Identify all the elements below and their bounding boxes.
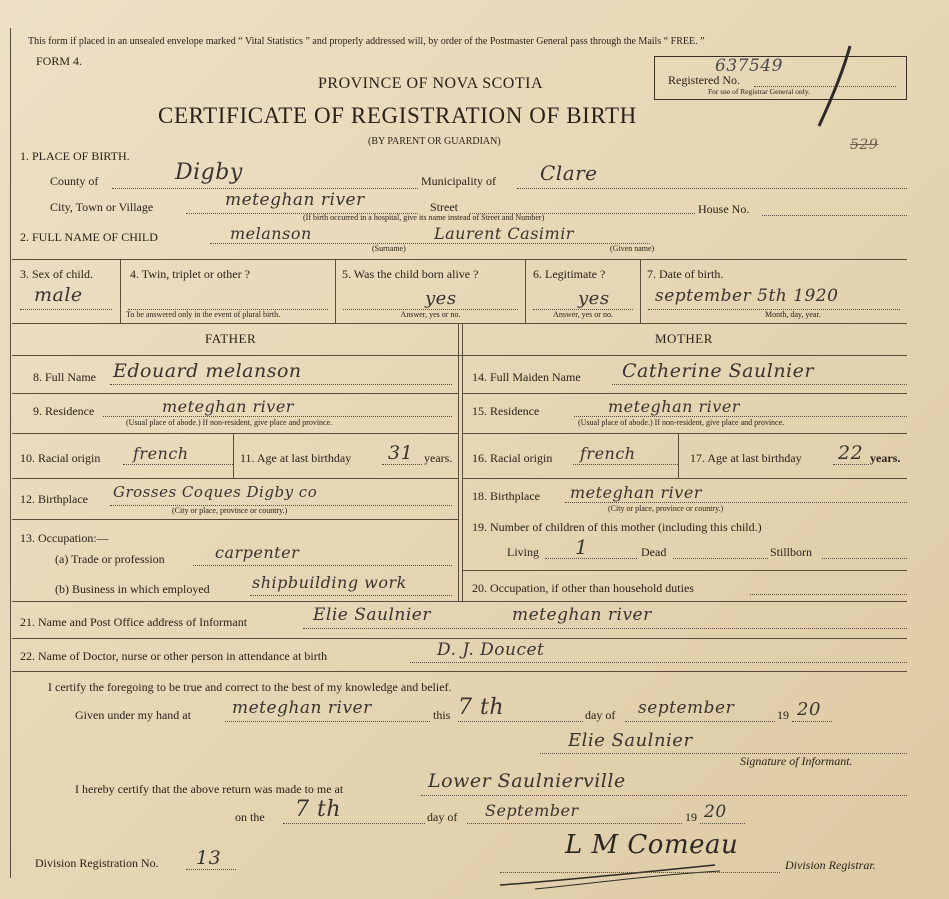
sex-line	[20, 309, 112, 310]
father-business-line	[250, 595, 452, 596]
form-number: FORM 4.	[36, 54, 83, 68]
father-residence-note: (Usual place of abode.) If non-resident, give place and province.	[126, 418, 333, 427]
col-divider	[335, 259, 336, 323]
dead-label: Dead	[641, 545, 667, 559]
legit-label: 6. Legitimate ?	[533, 267, 606, 281]
reg-month-value: September	[485, 801, 579, 820]
registrar-signature-label: Division Registrar.	[785, 858, 876, 872]
registrar-signature-line	[500, 872, 780, 873]
stillborn-line	[822, 558, 907, 559]
parents-divider	[462, 323, 463, 601]
father-residence-value: meteghan river	[162, 397, 294, 416]
page-subtitle: (BY PARENT OR GUARDIAN)	[368, 136, 501, 147]
mother-age-line	[833, 464, 869, 465]
legit-value: yes	[578, 288, 610, 309]
place-section-label: 1. PLACE OF BIRTH.	[20, 149, 130, 163]
twin-note: To be answered only in the event of plural birth.	[126, 310, 281, 319]
row-divider	[12, 671, 907, 672]
mother-racial-value: french	[580, 444, 636, 463]
father-residence-line	[103, 416, 452, 417]
col-divider	[525, 259, 526, 323]
child-surname: melanson	[230, 224, 312, 243]
father-trade-label: (a) Trade or profession	[55, 552, 165, 566]
father-birthplace-label: 12. Birthplace	[20, 492, 88, 506]
mother-heading: MOTHER	[655, 331, 713, 346]
doctor-line	[410, 662, 907, 663]
row-divider	[12, 638, 907, 639]
mother-residence-line	[574, 416, 907, 417]
father-occupation-label: 13. Occupation:—	[20, 531, 109, 545]
day-line	[458, 721, 583, 722]
informant-name: Elie Saulnier	[313, 605, 431, 625]
county-label: County of	[50, 174, 99, 188]
mail-notice: This form if placed in an unsealed envelope marked “ Vital Statistics ” and properly addressed will, by order of the Postmaster General pass through the Mails “ FREE. ”	[28, 36, 705, 47]
reg-day-value: 7 th	[295, 797, 341, 822]
division-label: Division Registration No.	[35, 856, 159, 870]
county-line	[112, 188, 418, 189]
father-birthplace-note: (City or place, province or country.)	[172, 506, 288, 515]
living-label: Living	[507, 545, 539, 559]
city-label: City, Town or Village	[50, 200, 154, 214]
house-line	[762, 215, 907, 216]
father-residence-label: 9. Residence	[33, 404, 95, 418]
registered-label: Registered No.	[668, 73, 740, 87]
municipality-label: Municipality of	[421, 174, 496, 188]
father-name-value: Edouard melanson	[113, 360, 302, 382]
reg-year-value: 20	[704, 802, 727, 822]
mother-children-label: 19. Number of children of this mother (including this child.)	[472, 520, 762, 534]
father-birthplace-value: Grosses Coques Digby co	[113, 483, 318, 501]
mother-residence-value: meteghan river	[608, 397, 740, 416]
father-trade-value: carpenter	[215, 543, 300, 562]
row-divider	[12, 259, 907, 260]
left-margin-line	[10, 28, 11, 878]
division-value: 13	[196, 847, 222, 869]
municipality-value: Clare	[540, 161, 598, 185]
informant-signature-label: Signature of Informant.	[740, 754, 853, 768]
twin-label: 4. Twin, triplet or other ?	[130, 267, 250, 281]
reg-day-line	[283, 823, 425, 824]
certify-statement: I certify the foregoing to be true and correct to the best of my knowledge and belief.	[48, 680, 452, 694]
hospital-note: (If birth occurred in a hospital, give its name instead of Street and Number)	[303, 213, 545, 222]
informant-address: meteghan river	[512, 605, 652, 625]
day-value: 7 th	[458, 695, 504, 720]
surname-caption: (Surname)	[372, 244, 406, 253]
father-age-line	[382, 464, 422, 465]
row-divider	[462, 393, 907, 394]
mother-residence-label: 15. Residence	[472, 404, 540, 418]
mother-maiden-label: 14. Full Maiden Name	[472, 370, 581, 384]
mother-age-label: 17. Age at last birthday	[690, 451, 802, 465]
registrar-place-value: Lower Saulnierville	[428, 770, 626, 792]
mother-years-label: years.	[870, 451, 901, 465]
dob-caption: Month, day, year.	[765, 310, 821, 319]
row-divider	[462, 570, 907, 571]
mother-birthplace-note: (City or place, province or country.)	[608, 504, 724, 513]
row-divider	[12, 478, 458, 479]
registrar-signature: L M Comeau	[565, 830, 739, 860]
reg-year-line	[700, 823, 745, 824]
informant-label: 21. Name and Post Office address of Informant	[20, 615, 248, 629]
year-line	[792, 721, 832, 722]
mother-occupation-line	[750, 594, 907, 595]
informant-line	[303, 628, 907, 629]
father-business-value: shipbuilding work	[252, 573, 407, 592]
row-divider	[12, 519, 458, 520]
mother-racial-line	[573, 464, 678, 465]
doctor-label: 22. Name of Doctor, nurse or other person in attendance at birth	[20, 649, 328, 663]
mother-age-value: 22	[838, 442, 864, 464]
corner-number: 529	[850, 137, 879, 153]
check-mark	[805, 42, 855, 132]
parents-divider	[458, 323, 459, 601]
father-racial-label: 10. Racial origin	[20, 451, 101, 465]
alive-label: 5. Was the child born alive ?	[342, 267, 479, 281]
row-divider	[12, 393, 458, 394]
sex-label: 3. Sex of child.	[20, 267, 93, 281]
father-racial-value: french	[133, 444, 189, 463]
mother-birthplace-line	[565, 502, 907, 503]
father-business-label: (b) Business in which employed	[55, 582, 210, 596]
legit-caption: Answer, yes or no.	[553, 310, 613, 319]
on-the-label: on the	[235, 810, 265, 824]
father-trade-line	[193, 565, 452, 566]
mother-maiden-value: Catherine Saulnier	[622, 360, 814, 382]
given-place-line	[225, 721, 430, 722]
child-name-line	[210, 243, 650, 244]
col-divider	[640, 259, 641, 323]
father-racial-line	[123, 464, 233, 465]
mother-maiden-line	[612, 384, 907, 385]
reg-month-line	[467, 823, 682, 824]
living-value: 1	[575, 535, 589, 559]
given-under-hand-label: Given under my hand at	[75, 708, 191, 722]
row-divider	[462, 433, 907, 434]
year-prefix: 19	[777, 708, 789, 722]
mother-birthplace-label: 18. Birthplace	[472, 489, 540, 503]
dob-label: 7. Date of birth.	[647, 267, 724, 281]
county-value: Digby	[175, 160, 243, 185]
registrar-statement: I hereby certify that the above return was made to me at	[75, 782, 344, 796]
col-divider	[233, 433, 234, 478]
street-label: Street	[430, 200, 458, 214]
year-value: 20	[797, 699, 821, 720]
row-divider	[12, 601, 907, 602]
alive-caption: Answer, yes or no.	[400, 310, 461, 319]
sex-value: male	[34, 284, 83, 306]
dead-line	[673, 558, 768, 559]
city-value: meteghan river	[225, 190, 365, 210]
father-age-label: 11. Age at last birthday	[240, 451, 352, 465]
reg-year-prefix: 19	[685, 810, 697, 824]
father-name-label: 8. Full Name	[33, 370, 96, 384]
row-divider	[462, 478, 907, 479]
row-divider	[12, 323, 907, 324]
reg-day-of-label: day of	[427, 810, 458, 824]
mother-birthplace-value: meteghan river	[570, 483, 702, 502]
father-heading: FATHER	[205, 331, 257, 346]
father-name-line	[110, 384, 452, 385]
house-label: House No.	[698, 202, 750, 216]
dob-value: september 5th 1920	[655, 286, 839, 306]
stillborn-label: Stillborn	[770, 545, 813, 559]
informant-signature: Elie Saulnier	[568, 730, 693, 751]
municipality-line	[517, 188, 907, 189]
registrar-use-note: For use of Registrar General only.	[708, 87, 810, 96]
month-line	[625, 721, 775, 722]
mother-occupation-label: 20. Occupation, if other than household duties	[472, 581, 694, 595]
row-divider	[12, 355, 907, 356]
day-of-label: day of	[585, 708, 616, 722]
page-title: CERTIFICATE OF REGISTRATION OF BIRTH	[158, 103, 637, 128]
registered-number: 637549	[715, 56, 783, 76]
living-line	[545, 558, 637, 559]
col-divider	[678, 433, 679, 478]
doctor-value: D. J. Doucet	[437, 640, 545, 660]
father-years-label: years.	[424, 451, 453, 465]
row-divider	[12, 433, 458, 434]
mother-residence-note: (Usual place of abode.) If non-resident, give place and province.	[578, 418, 785, 427]
mother-racial-label: 16. Racial origin	[472, 451, 553, 465]
col-divider	[120, 259, 121, 323]
registrar-place-line	[421, 795, 907, 796]
division-line	[186, 869, 236, 870]
child-given-names: Laurent Casimir	[434, 224, 574, 243]
alive-value: yes	[425, 288, 457, 309]
given-place-value: meteghan river	[232, 698, 372, 718]
signature-flourish	[495, 845, 735, 895]
this-label: this	[433, 708, 451, 722]
month-value: september	[638, 698, 735, 718]
child-name-label: 2. FULL NAME OF CHILD	[20, 230, 158, 244]
given-caption: (Given name)	[610, 244, 655, 253]
province-heading: PROVINCE OF NOVA SCOTIA	[318, 75, 544, 92]
father-age-value: 31	[388, 442, 414, 464]
